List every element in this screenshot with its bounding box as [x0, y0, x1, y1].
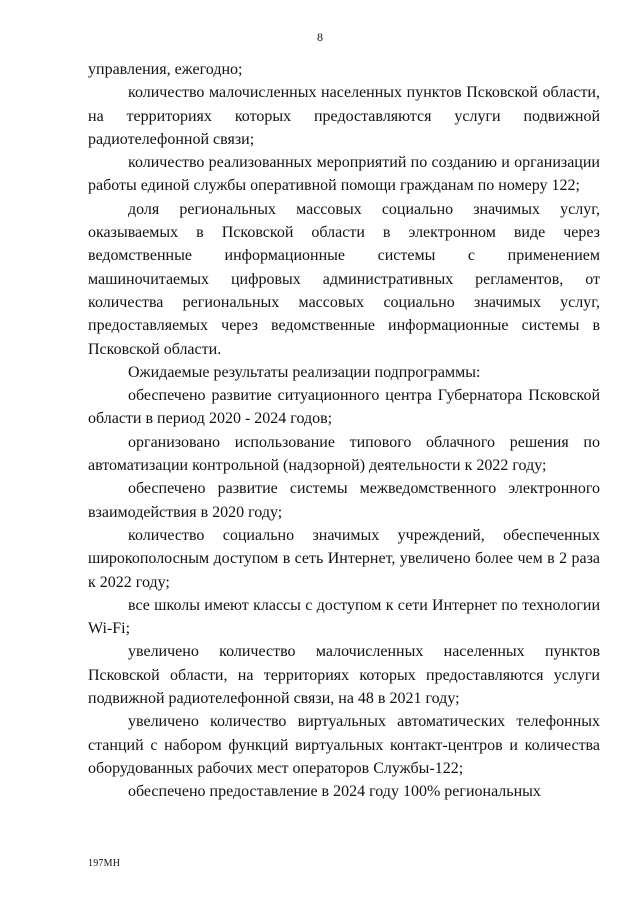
paragraph: все школы имеют классы с доступом к сети Интернет по технологии Wi-Fi;: [88, 596, 600, 638]
paragraph: обеспечено предоставление в 2024 году 100% региональных: [128, 783, 541, 801]
paragraph: количество малочисленных населенных пунктов Псковской области, на территориях которых предоставляются услуги подвижной радиотелефонной связи;: [88, 84, 600, 148]
page-number: 8: [317, 30, 323, 44]
paragraph: количество реализованных мероприятий по созданию и организации работы единой службы оперативной помощи гражданам по номеру 122;: [88, 154, 600, 195]
document-body: [88, 58, 600, 804]
section-heading: Ожидаемые результаты реализации подпрограммы:: [128, 363, 481, 381]
footer-document-code: 197МН: [88, 858, 121, 869]
paragraph: организовано использование типового облачного решения по автоматизации контрольной (надзорной) деятельности к 2022 году;: [88, 433, 600, 475]
paragraph: управления, ежегодно;: [88, 61, 243, 78]
paragraph: обеспечено развитие системы межведомственного электронного взаимодействия в 2020 году;: [88, 480, 600, 521]
paragraph: увеличено количество виртуальных автоматических телефонных станций с набором функций виртуальных контакт-центров и количества оборудованных рабочих мест операторов Службы-122;: [88, 713, 600, 777]
paragraph: обеспечено развитие ситуационного центра Губернатора Псковской области в период 2020 - 2024 годов;: [88, 387, 600, 428]
paragraph: доля региональных массовых социально значимых услуг, оказываемых в Псковской области в электронном виде через ведомственные информационные системы с применением машиночитаемых цифровых административных регламентов, от количества региональных массовых социально значимых услуг, предоставляемых через ведомственные информационные системы в Псковской области.: [88, 200, 600, 358]
paragraph: количество социально значимых учреждений, обеспеченных широкополосным доступом в сеть Интернет, увеличено более чем в 2 раза к 2022 году;: [88, 526, 600, 591]
paragraph: увеличено количество малочисленных населенных пунктов Псковской области, на территориях которых предоставляются услуги подвижной радиотелефонной связи, на 48 в 2021 году;: [88, 643, 600, 708]
